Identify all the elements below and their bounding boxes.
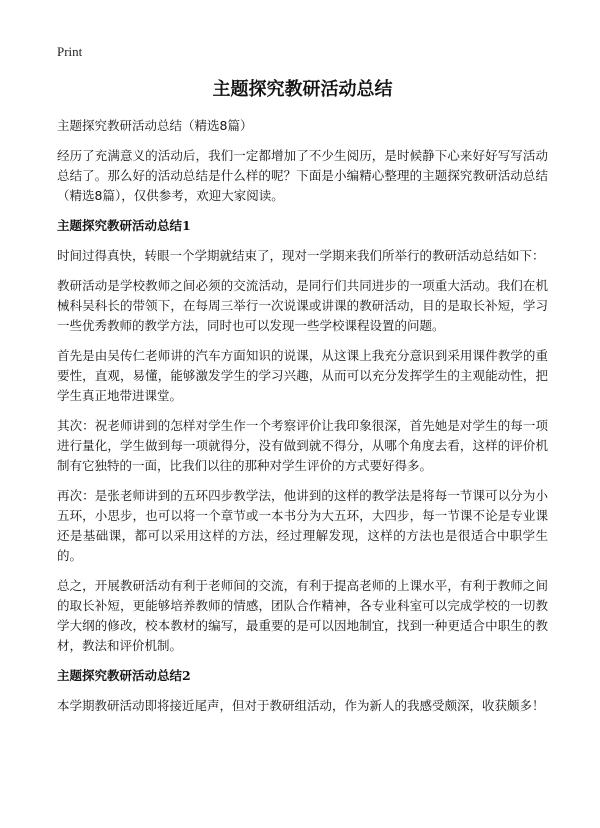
section-paragraph: 总之，开展教研活动有利于老师间的交流，有利于提高老师的上课水平，有利于教师之间的取长补短，更能够培养教师的情感，团队合作精神，各专业科室可以完成学校的一切教学大纲的修改，校本教材的编写，最重要的是可以因地制宜，找到一种更适合中职生的教材，教法和评价机制。: [57, 578, 548, 653]
section-paragraph: 其次：祝老师讲到的怎样对学生作一个考察评价让我印象很深，首先她是对学生的每一项进行量化，学生做到每一项就得分，没有做到就不得分，从哪个角度去看，这样的评价机制有它独特的一面，比我们以往的那种对学生评价的方式要好得多。: [57, 418, 548, 473]
section-paragraph: 教研活动是学校教师之间必须的交流活动，是同行们共同进步的一项重大活动。我们在机械科吴科长的带领下，在每周三举行一次说课或讲课的教研活动，目的是取长补短，学习一些优秀教师的教学方法，同时也可以发现一些学校课程设置的问题。: [57, 278, 548, 333]
page-title: 主题探究教研活动总结: [212, 79, 393, 100]
section-heading: 主题探究教研活动总结1: [57, 218, 191, 233]
section-heading: 主题探究教研活动总结2: [57, 668, 191, 683]
print-link[interactable]: Print: [57, 44, 83, 59]
section-2: [57, 666, 548, 716]
section-paragraph: 时间过得真快，转眼一个学期就结束了，现对一学期来我们所举行的教研活动总结如下：: [57, 248, 545, 263]
intro-paragraph: 经历了充满意义的活动后，我们一定都增加了不少生阅历，是时候静下心来好好写写活动总结了。那么好的活动总结是什么样的呢？下面是小编精心整理的主题探究教研活动总结（精选8篇），仅供参考，欢迎大家阅读。: [57, 148, 548, 203]
section-paragraph: 再次：是张老师讲到的五环四步教学法，他讲到的这样的教学法是将每一节课可以分为小五环，小思步，也可以将一个章节或一本书分为大五环，大四步，每一节课不论是专业课还是基础课，都可以采用这样的方法，经过理解发现，这样的方法也是很适合中职学生的。: [57, 488, 548, 563]
section-paragraph: 首先是由吴传仁老师讲的汽车方面知识的说课，从这课上我充分意识到采用课件教学的重要性，直观，易懂，能够激发学生的学习兴趣，从而可以充分发挥学生的主观能动性，把学生真正地带进课堂。: [57, 348, 548, 403]
document-subtitle: 主题探究教研活动总结（精选8篇）: [57, 118, 253, 133]
section-1: [57, 216, 548, 656]
section-paragraph: 本学期教研活动即将接近尾声，但对于教研组活动，作为新人的我感受颇深，收获颇多！: [57, 698, 545, 713]
